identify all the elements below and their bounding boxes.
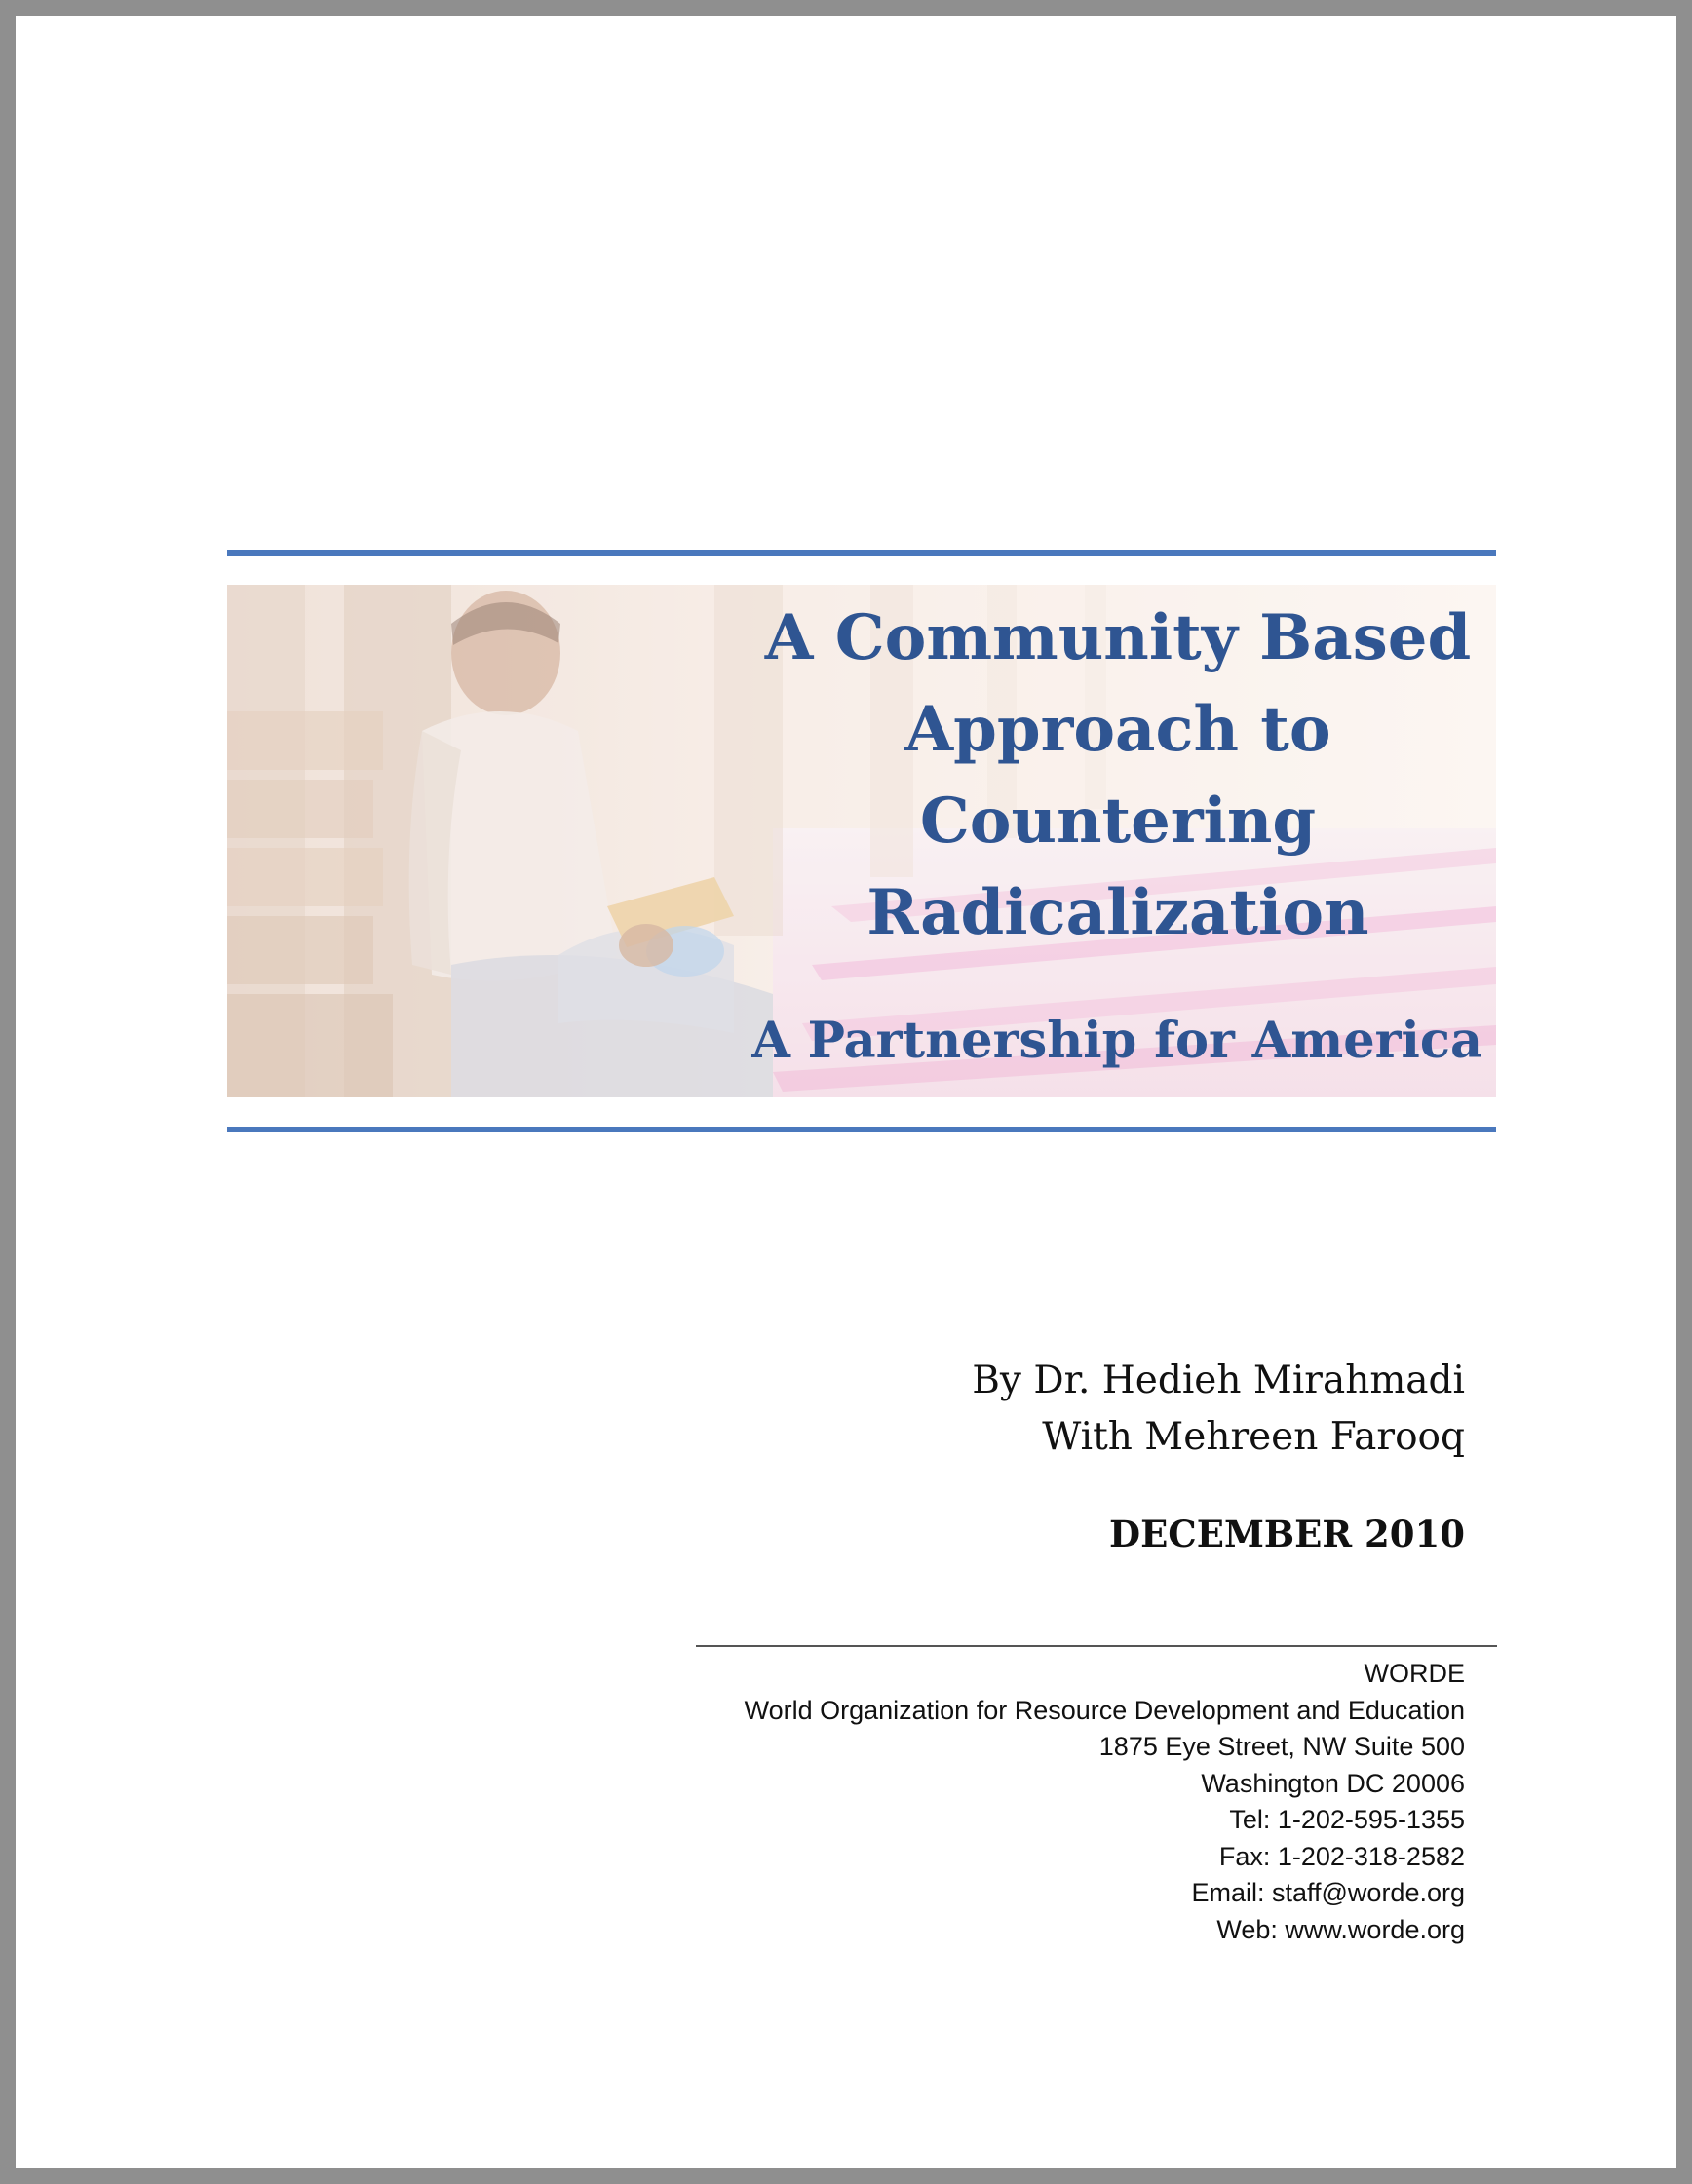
separator-line bbox=[696, 1645, 1497, 1647]
title-line: A Community Based bbox=[764, 601, 1472, 674]
author-line: With Mehreen Farooq bbox=[1042, 1415, 1465, 1459]
org-acronym: WORDE bbox=[1364, 1659, 1465, 1688]
org-name: World Organization for Resource Development and Education bbox=[744, 1695, 1465, 1725]
contact-block bbox=[745, 1656, 1465, 1948]
title-line: Radicalization bbox=[866, 876, 1369, 949]
cover-banner bbox=[227, 585, 1496, 1097]
website: Web: www.worde.org bbox=[1216, 1914, 1465, 1944]
fax-number: Fax: 1-202-318-2582 bbox=[1218, 1841, 1465, 1871]
address-city: Washington DC 20006 bbox=[1201, 1768, 1465, 1798]
title-line: Approach to bbox=[904, 693, 1331, 766]
address-street: 1875 Eye Street, NW Suite 500 bbox=[1098, 1732, 1465, 1761]
report-title bbox=[748, 593, 1488, 959]
bottom-rule bbox=[227, 1127, 1496, 1132]
author-byline bbox=[972, 1353, 1465, 1466]
phone-number: Tel: 1-202-595-1355 bbox=[1229, 1805, 1465, 1834]
top-rule bbox=[227, 550, 1496, 556]
author-line: By Dr. Hedieh Mirahmadi bbox=[972, 1359, 1465, 1402]
email-address: Email: staff@worde.org bbox=[1191, 1878, 1465, 1907]
publication-date: DECEMBER 2010 bbox=[1109, 1513, 1465, 1555]
title-line: Countering bbox=[919, 785, 1317, 858]
report-subtitle: A Partnership for America bbox=[751, 1012, 1482, 1070]
